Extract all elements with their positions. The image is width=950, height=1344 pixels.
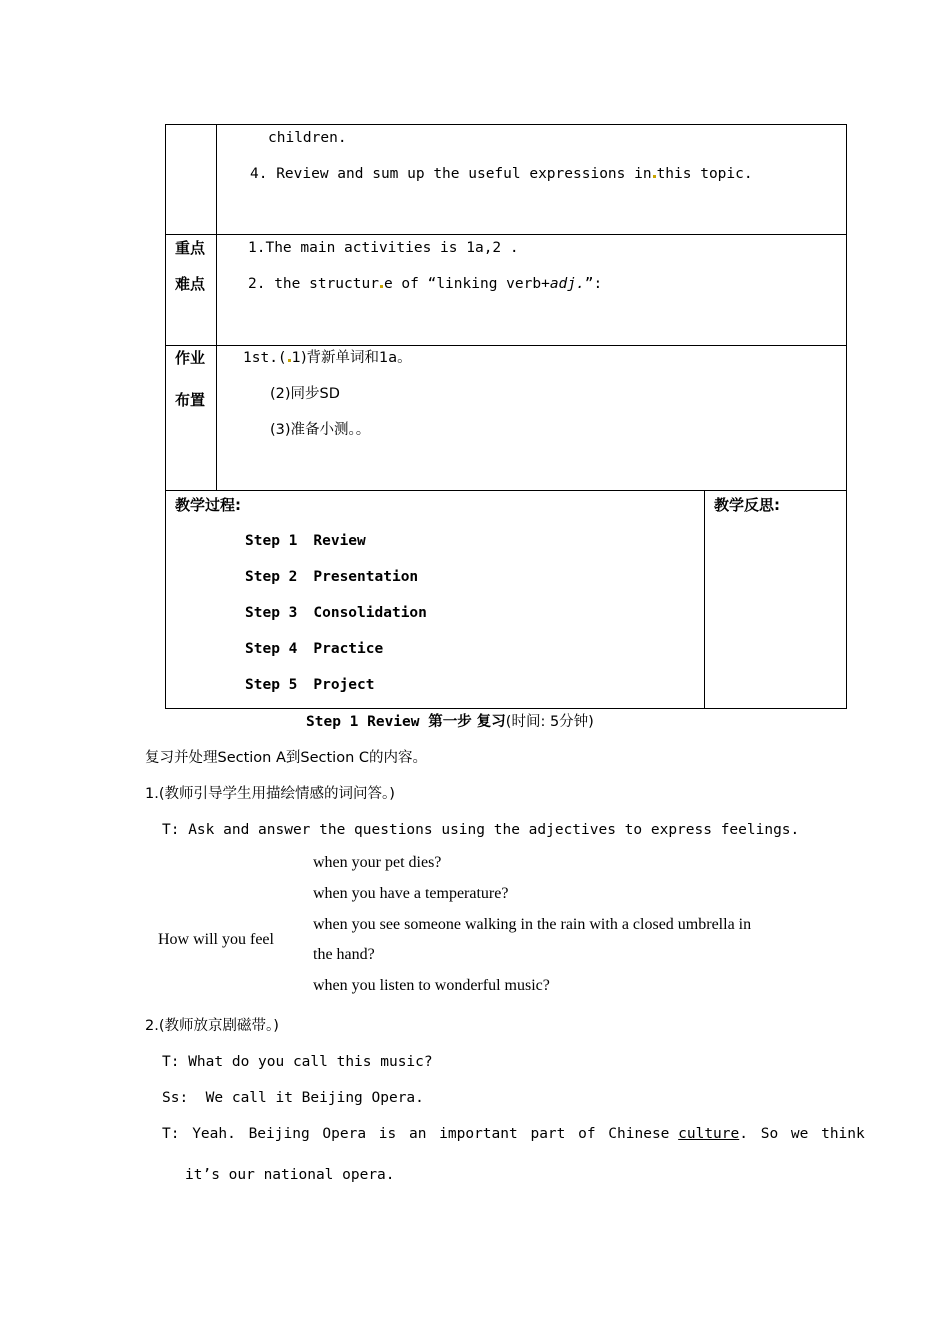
question-1: when your pet dies? [313,854,442,871]
key-point-adj: adj. [549,276,585,292]
question-2: when you have a temperature? [313,885,509,902]
homework-item-2: (2)同步SD [270,386,340,402]
step-4-num: Step 4 [245,641,298,657]
part-2-title: 2.(教师放京剧磁带。) [145,1018,279,1034]
step-4 [245,639,383,659]
step-3-num: Step 3 [245,605,298,621]
question-3-continued: the hand? [313,946,375,963]
homework-label-1: 作业 [175,349,206,367]
step-1-name: Review [313,533,366,549]
step-5 [245,675,375,695]
mark-dot [288,359,291,362]
step-3 [245,603,427,623]
step-4-name: Practice [313,641,384,657]
table-row-divider-2 [165,345,847,346]
objective-review-text-end: this topic. [656,166,753,182]
key-points-label-2: 难点 [175,275,206,293]
table-border-top [165,124,847,125]
step-5-name: Project [313,677,375,693]
table-border-left [165,124,166,709]
table-label-column-divider [216,124,217,491]
key-points-label-1: 重点 [175,239,206,257]
key-point-item-2-text-mid: e of “linking verb+ [383,276,550,292]
objective-review-text: 4. Review and sum up the useful expressions in [250,166,652,182]
key-point-item-2-text: 2. the structur [248,276,379,292]
dialog-line-2: Ss: We call it Beijing Opera. [162,1090,424,1106]
step-1-num: Step 1 [245,533,298,549]
section-heading-time: (时间: 5分钟) [505,714,594,730]
table-border-bottom [165,708,847,709]
section-heading-en: Step 1 Review [306,714,420,730]
key-point-item-1: 1.The main activities is 1a,2 . [248,240,519,256]
dialog-line-3 [162,1124,865,1144]
dialog-line-3-text: T: Yeah. Beijing Opera is an important part of Chinese [162,1126,670,1142]
homework-label-2: 布置 [175,391,206,409]
teaching-reflection-label: 教学反思: [714,496,780,514]
table-row-divider-1 [165,234,847,235]
step-5-num: Step 5 [245,677,298,693]
dialog-line-4: it’s our national opera. [185,1167,395,1183]
section-heading-cn: 第一步 复习 [428,714,506,730]
table-row-divider-3 [165,490,847,491]
objective-line-review [250,164,753,184]
reflection-column-divider [704,490,705,709]
key-point-item-2-end: ”: [584,276,603,292]
part-1-title: 1.(教师引导学生用描绘情感的词问答。) [145,786,395,802]
section-heading [306,712,594,732]
step-3-name: Consolidation [313,605,427,621]
homework-item-1 [243,348,412,368]
homework-item-1-text: 1st.( [243,350,287,366]
homework-item-3: (3)准备小测。。 [270,422,371,438]
step-1 [245,531,366,551]
dialog-line-1: T: What do you call this music? [162,1054,433,1070]
question-3: when you see someone walking in the rain with a closed umbrella in [313,916,752,933]
question-stem: How will you feel [158,931,274,948]
part-1-teacher-line: T: Ask and answer the questions using the adjectives to express feelings. [162,822,800,838]
dialog-line-3-end: . So we think [739,1126,865,1142]
mark-dot [380,285,383,288]
question-4: when you listen to wonderful music? [313,977,550,994]
step-2 [245,567,418,587]
objective-line-children: children. [268,130,347,146]
step-2-name: Presentation [313,569,419,585]
step-2-num: Step 2 [245,569,298,585]
teaching-process-label: 教学过程: [175,496,241,514]
mark-dot [653,175,656,178]
section-intro: 复习并处理Section A到Section C的内容。 [145,750,428,766]
key-point-item-2 [248,274,602,294]
homework-item-1-text-end: 1)背新单词和1a。 [291,350,412,366]
dialog-underlined-word: culture [678,1126,740,1142]
table-border-right [846,124,847,709]
